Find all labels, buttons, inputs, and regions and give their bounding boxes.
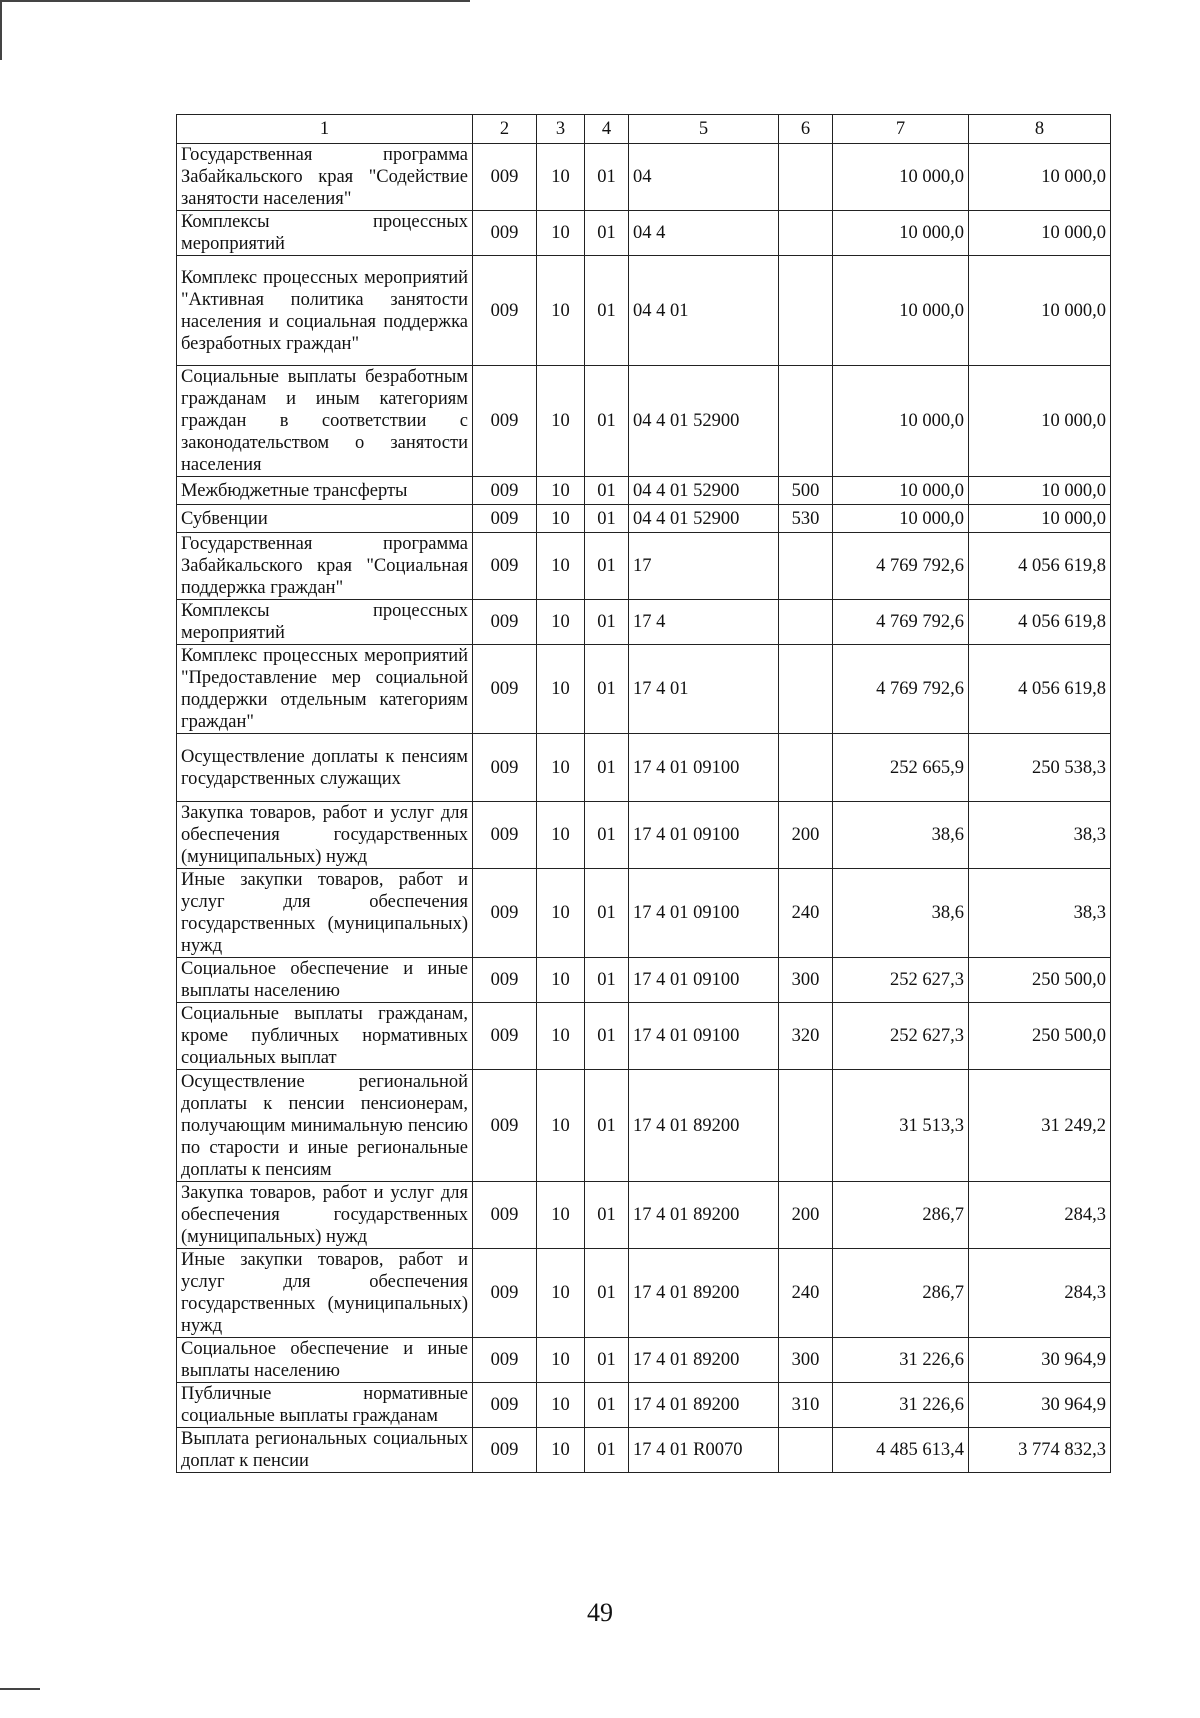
cell-name: Осуществление региональной доплаты к пенсии пенсионерам, получающим минимальную пенсию по старости и иные региональные доплаты к пенсиям	[177, 1070, 473, 1182]
header-row	[177, 115, 1111, 144]
cell-col-2: 009	[473, 256, 537, 366]
cell-col-6: 300	[779, 1338, 833, 1383]
cell-name: Государственная программа Забайкальского края "Социальная поддержка граждан"	[177, 533, 473, 600]
cell-col-3: 10	[537, 505, 585, 533]
cell-col-5: 04 4 01 52900	[629, 366, 779, 477]
cell-col-4: 01	[585, 1338, 629, 1383]
cell-col-8: 10 000,0	[969, 211, 1111, 256]
cell-col-7: 252 627,3	[833, 1003, 969, 1070]
cell-col-2: 009	[473, 1338, 537, 1383]
header-cell-8: 8	[969, 115, 1111, 144]
cell-col-3: 10	[537, 1249, 585, 1338]
header-cell-3: 3	[537, 115, 585, 144]
cell-col-7: 10 000,0	[833, 366, 969, 477]
cell-name: Комплекс процессных мероприятий "Активная политика занятости населения и социальная поддержка безработных граждан"	[177, 256, 473, 366]
cell-col-5: 17 4 01 09100	[629, 802, 779, 869]
table-row	[177, 734, 1111, 802]
cell-col-7: 31 226,6	[833, 1338, 969, 1383]
cell-col-7: 286,7	[833, 1182, 969, 1249]
cell-col-7: 286,7	[833, 1249, 969, 1338]
cell-name: Осуществление доплаты к пенсиям государственных служащих	[177, 734, 473, 802]
table-row	[177, 505, 1111, 533]
table-row	[177, 1182, 1111, 1249]
cell-col-8: 284,3	[969, 1249, 1111, 1338]
cell-col-8: 30 964,9	[969, 1383, 1111, 1428]
cell-col-7: 10 000,0	[833, 477, 969, 505]
cell-col-3: 10	[537, 1383, 585, 1428]
cell-col-6: 240	[779, 869, 833, 958]
cell-col-3: 10	[537, 366, 585, 477]
cell-col-3: 10	[537, 1003, 585, 1070]
cell-col-2: 009	[473, 958, 537, 1003]
cell-col-4: 01	[585, 1383, 629, 1428]
cell-col-8: 10 000,0	[969, 505, 1111, 533]
cell-col-2: 009	[473, 533, 537, 600]
cell-col-2: 009	[473, 600, 537, 645]
cell-name: Межбюджетные трансферты	[177, 477, 473, 505]
cell-col-8: 10 000,0	[969, 256, 1111, 366]
cell-col-3: 10	[537, 645, 585, 734]
cell-col-6	[779, 734, 833, 802]
table-row	[177, 958, 1111, 1003]
cell-col-7: 252 665,9	[833, 734, 969, 802]
cell-col-2: 009	[473, 1182, 537, 1249]
cell-name: Иные закупки товаров, работ и услуг для обеспечения государственных (муниципальных) нужд	[177, 1249, 473, 1338]
cell-col-8: 250 500,0	[969, 1003, 1111, 1070]
cell-col-5: 17 4 01 09100	[629, 734, 779, 802]
cell-col-5: 17	[629, 533, 779, 600]
cell-col-6	[779, 256, 833, 366]
scan-edge-bottom	[0, 1688, 40, 1690]
header-cell-2: 2	[473, 115, 537, 144]
cell-col-6	[779, 533, 833, 600]
table-row	[177, 1070, 1111, 1182]
cell-col-5: 17 4 01 09100	[629, 958, 779, 1003]
cell-col-4: 01	[585, 1182, 629, 1249]
cell-col-4: 01	[585, 144, 629, 211]
cell-col-8: 250 500,0	[969, 958, 1111, 1003]
cell-name: Социальные выплаты гражданам, кроме публичных нормативных социальных выплат	[177, 1003, 473, 1070]
cell-col-5: 17 4 01 09100	[629, 1003, 779, 1070]
cell-name: Социальное обеспечение и иные выплаты населению	[177, 958, 473, 1003]
cell-col-4: 01	[585, 958, 629, 1003]
cell-col-3: 10	[537, 211, 585, 256]
cell-col-6: 200	[779, 802, 833, 869]
cell-col-7: 31 226,6	[833, 1383, 969, 1428]
cell-col-8: 30 964,9	[969, 1338, 1111, 1383]
header-cell-1: 1	[177, 115, 473, 144]
cell-col-7: 252 627,3	[833, 958, 969, 1003]
cell-col-3: 10	[537, 600, 585, 645]
cell-col-2: 009	[473, 505, 537, 533]
cell-name: Публичные нормативные социальные выплаты гражданам	[177, 1383, 473, 1428]
table-row	[177, 477, 1111, 505]
cell-col-6	[779, 645, 833, 734]
cell-name: Субвенции	[177, 505, 473, 533]
cell-col-4: 01	[585, 869, 629, 958]
cell-col-4: 01	[585, 366, 629, 477]
cell-col-7: 38,6	[833, 802, 969, 869]
cell-name: Комплексы процессных мероприятий	[177, 211, 473, 256]
cell-name: Социальные выплаты безработным гражданам и иным категориям граждан в соответствии с законодательством о занятости населения	[177, 366, 473, 477]
cell-col-6	[779, 366, 833, 477]
cell-col-4: 01	[585, 1003, 629, 1070]
cell-col-2: 009	[473, 1003, 537, 1070]
cell-col-6	[779, 1428, 833, 1473]
cell-col-5: 17 4 01	[629, 645, 779, 734]
cell-col-6: 530	[779, 505, 833, 533]
header-cell-7: 7	[833, 115, 969, 144]
cell-col-2: 009	[473, 211, 537, 256]
cell-col-4: 01	[585, 505, 629, 533]
cell-col-3: 10	[537, 1428, 585, 1473]
cell-col-4: 01	[585, 600, 629, 645]
cell-name: Иные закупки товаров, работ и услуг для обеспечения государственных (муниципальных) нужд	[177, 869, 473, 958]
cell-col-8: 4 056 619,8	[969, 645, 1111, 734]
cell-col-2: 009	[473, 1070, 537, 1182]
table-row	[177, 1428, 1111, 1473]
table-row	[177, 366, 1111, 477]
cell-col-6: 310	[779, 1383, 833, 1428]
cell-col-8: 10 000,0	[969, 366, 1111, 477]
scan-edge-top	[0, 0, 470, 2]
cell-col-8: 10 000,0	[969, 477, 1111, 505]
cell-col-8: 4 056 619,8	[969, 533, 1111, 600]
cell-col-3: 10	[537, 477, 585, 505]
cell-col-8: 3 774 832,3	[969, 1428, 1111, 1473]
cell-col-5: 17 4 01 89200	[629, 1070, 779, 1182]
cell-col-3: 10	[537, 533, 585, 600]
cell-col-5: 17 4 01 89200	[629, 1338, 779, 1383]
cell-name: Закупка товаров, работ и услуг для обеспечения государственных (муниципальных) нужд	[177, 802, 473, 869]
cell-col-3: 10	[537, 256, 585, 366]
cell-col-7: 4 485 613,4	[833, 1428, 969, 1473]
cell-col-3: 10	[537, 144, 585, 211]
cell-col-2: 009	[473, 366, 537, 477]
cell-col-8: 31 249,2	[969, 1070, 1111, 1182]
cell-col-6: 200	[779, 1182, 833, 1249]
cell-col-4: 01	[585, 477, 629, 505]
cell-col-6	[779, 144, 833, 211]
cell-col-4: 01	[585, 1070, 629, 1182]
table-row	[177, 144, 1111, 211]
cell-name: Социальное обеспечение и иные выплаты населению	[177, 1338, 473, 1383]
cell-col-7: 10 000,0	[833, 505, 969, 533]
cell-col-7: 38,6	[833, 869, 969, 958]
table-row	[177, 1249, 1111, 1338]
cell-col-6	[779, 600, 833, 645]
cell-col-5: 04 4 01 52900	[629, 477, 779, 505]
cell-col-7: 31 513,3	[833, 1070, 969, 1182]
cell-name: Выплата региональных социальных доплат к пенсии	[177, 1428, 473, 1473]
table-row	[177, 533, 1111, 600]
cell-col-6: 300	[779, 958, 833, 1003]
table-row	[177, 802, 1111, 869]
cell-col-8: 38,3	[969, 802, 1111, 869]
cell-col-8: 284,3	[969, 1182, 1111, 1249]
cell-col-7: 4 769 792,6	[833, 533, 969, 600]
cell-col-5: 17 4 01 R0070	[629, 1428, 779, 1473]
cell-col-4: 01	[585, 1249, 629, 1338]
cell-col-4: 01	[585, 211, 629, 256]
page-number: 49	[587, 1598, 613, 1627]
cell-col-5: 04 4 01 52900	[629, 505, 779, 533]
budget-table	[176, 114, 1111, 1473]
table-row	[177, 600, 1111, 645]
header-cell-6: 6	[779, 115, 833, 144]
cell-name: Комплексы процессных мероприятий	[177, 600, 473, 645]
cell-col-7: 10 000,0	[833, 144, 969, 211]
cell-name: Комплекс процессных мероприятий "Предоставление мер социальной поддержки отдельным категориям граждан"	[177, 645, 473, 734]
cell-col-3: 10	[537, 1182, 585, 1249]
cell-col-4: 01	[585, 645, 629, 734]
cell-col-2: 009	[473, 734, 537, 802]
cell-col-5: 04 4	[629, 211, 779, 256]
table-row	[177, 869, 1111, 958]
cell-col-5: 04 4 01	[629, 256, 779, 366]
cell-col-7: 10 000,0	[833, 211, 969, 256]
cell-col-7: 4 769 792,6	[833, 645, 969, 734]
cell-col-4: 01	[585, 1428, 629, 1473]
table-row	[177, 645, 1111, 734]
table-row	[177, 1338, 1111, 1383]
table-row	[177, 256, 1111, 366]
cell-col-3: 10	[537, 734, 585, 802]
header-cell-5: 5	[629, 115, 779, 144]
cell-col-2: 009	[473, 869, 537, 958]
cell-col-6: 500	[779, 477, 833, 505]
cell-col-5: 17 4 01 09100	[629, 869, 779, 958]
scan-edge-left	[0, 0, 2, 60]
cell-col-5: 17 4 01 89200	[629, 1249, 779, 1338]
cell-col-4: 01	[585, 734, 629, 802]
cell-col-3: 10	[537, 958, 585, 1003]
cell-col-4: 01	[585, 256, 629, 366]
cell-col-5: 17 4 01 89200	[629, 1383, 779, 1428]
cell-col-5: 04	[629, 144, 779, 211]
cell-col-6	[779, 211, 833, 256]
cell-col-5: 17 4 01 89200	[629, 1182, 779, 1249]
cell-col-8: 10 000,0	[969, 144, 1111, 211]
cell-name: Закупка товаров, работ и услуг для обеспечения государственных (муниципальных) нужд	[177, 1182, 473, 1249]
header-cell-4: 4	[585, 115, 629, 144]
cell-col-3: 10	[537, 869, 585, 958]
cell-col-6: 320	[779, 1003, 833, 1070]
cell-col-8: 4 056 619,8	[969, 600, 1111, 645]
cell-col-6: 240	[779, 1249, 833, 1338]
cell-col-2: 009	[473, 477, 537, 505]
cell-col-2: 009	[473, 802, 537, 869]
cell-col-3: 10	[537, 802, 585, 869]
table-row	[177, 211, 1111, 256]
cell-col-3: 10	[537, 1070, 585, 1182]
cell-col-6	[779, 1070, 833, 1182]
cell-col-2: 009	[473, 645, 537, 734]
cell-col-2: 009	[473, 144, 537, 211]
cell-col-7: 4 769 792,6	[833, 600, 969, 645]
table-row	[177, 1003, 1111, 1070]
table-row	[177, 1383, 1111, 1428]
cell-col-7: 10 000,0	[833, 256, 969, 366]
cell-col-4: 01	[585, 802, 629, 869]
cell-col-8: 250 538,3	[969, 734, 1111, 802]
cell-col-2: 009	[473, 1428, 537, 1473]
cell-name: Государственная программа Забайкальского края "Содействие занятости населения"	[177, 144, 473, 211]
cell-col-4: 01	[585, 533, 629, 600]
cell-col-3: 10	[537, 1338, 585, 1383]
cell-col-2: 009	[473, 1383, 537, 1428]
cell-col-2: 009	[473, 1249, 537, 1338]
cell-col-8: 38,3	[969, 869, 1111, 958]
cell-col-5: 17 4	[629, 600, 779, 645]
